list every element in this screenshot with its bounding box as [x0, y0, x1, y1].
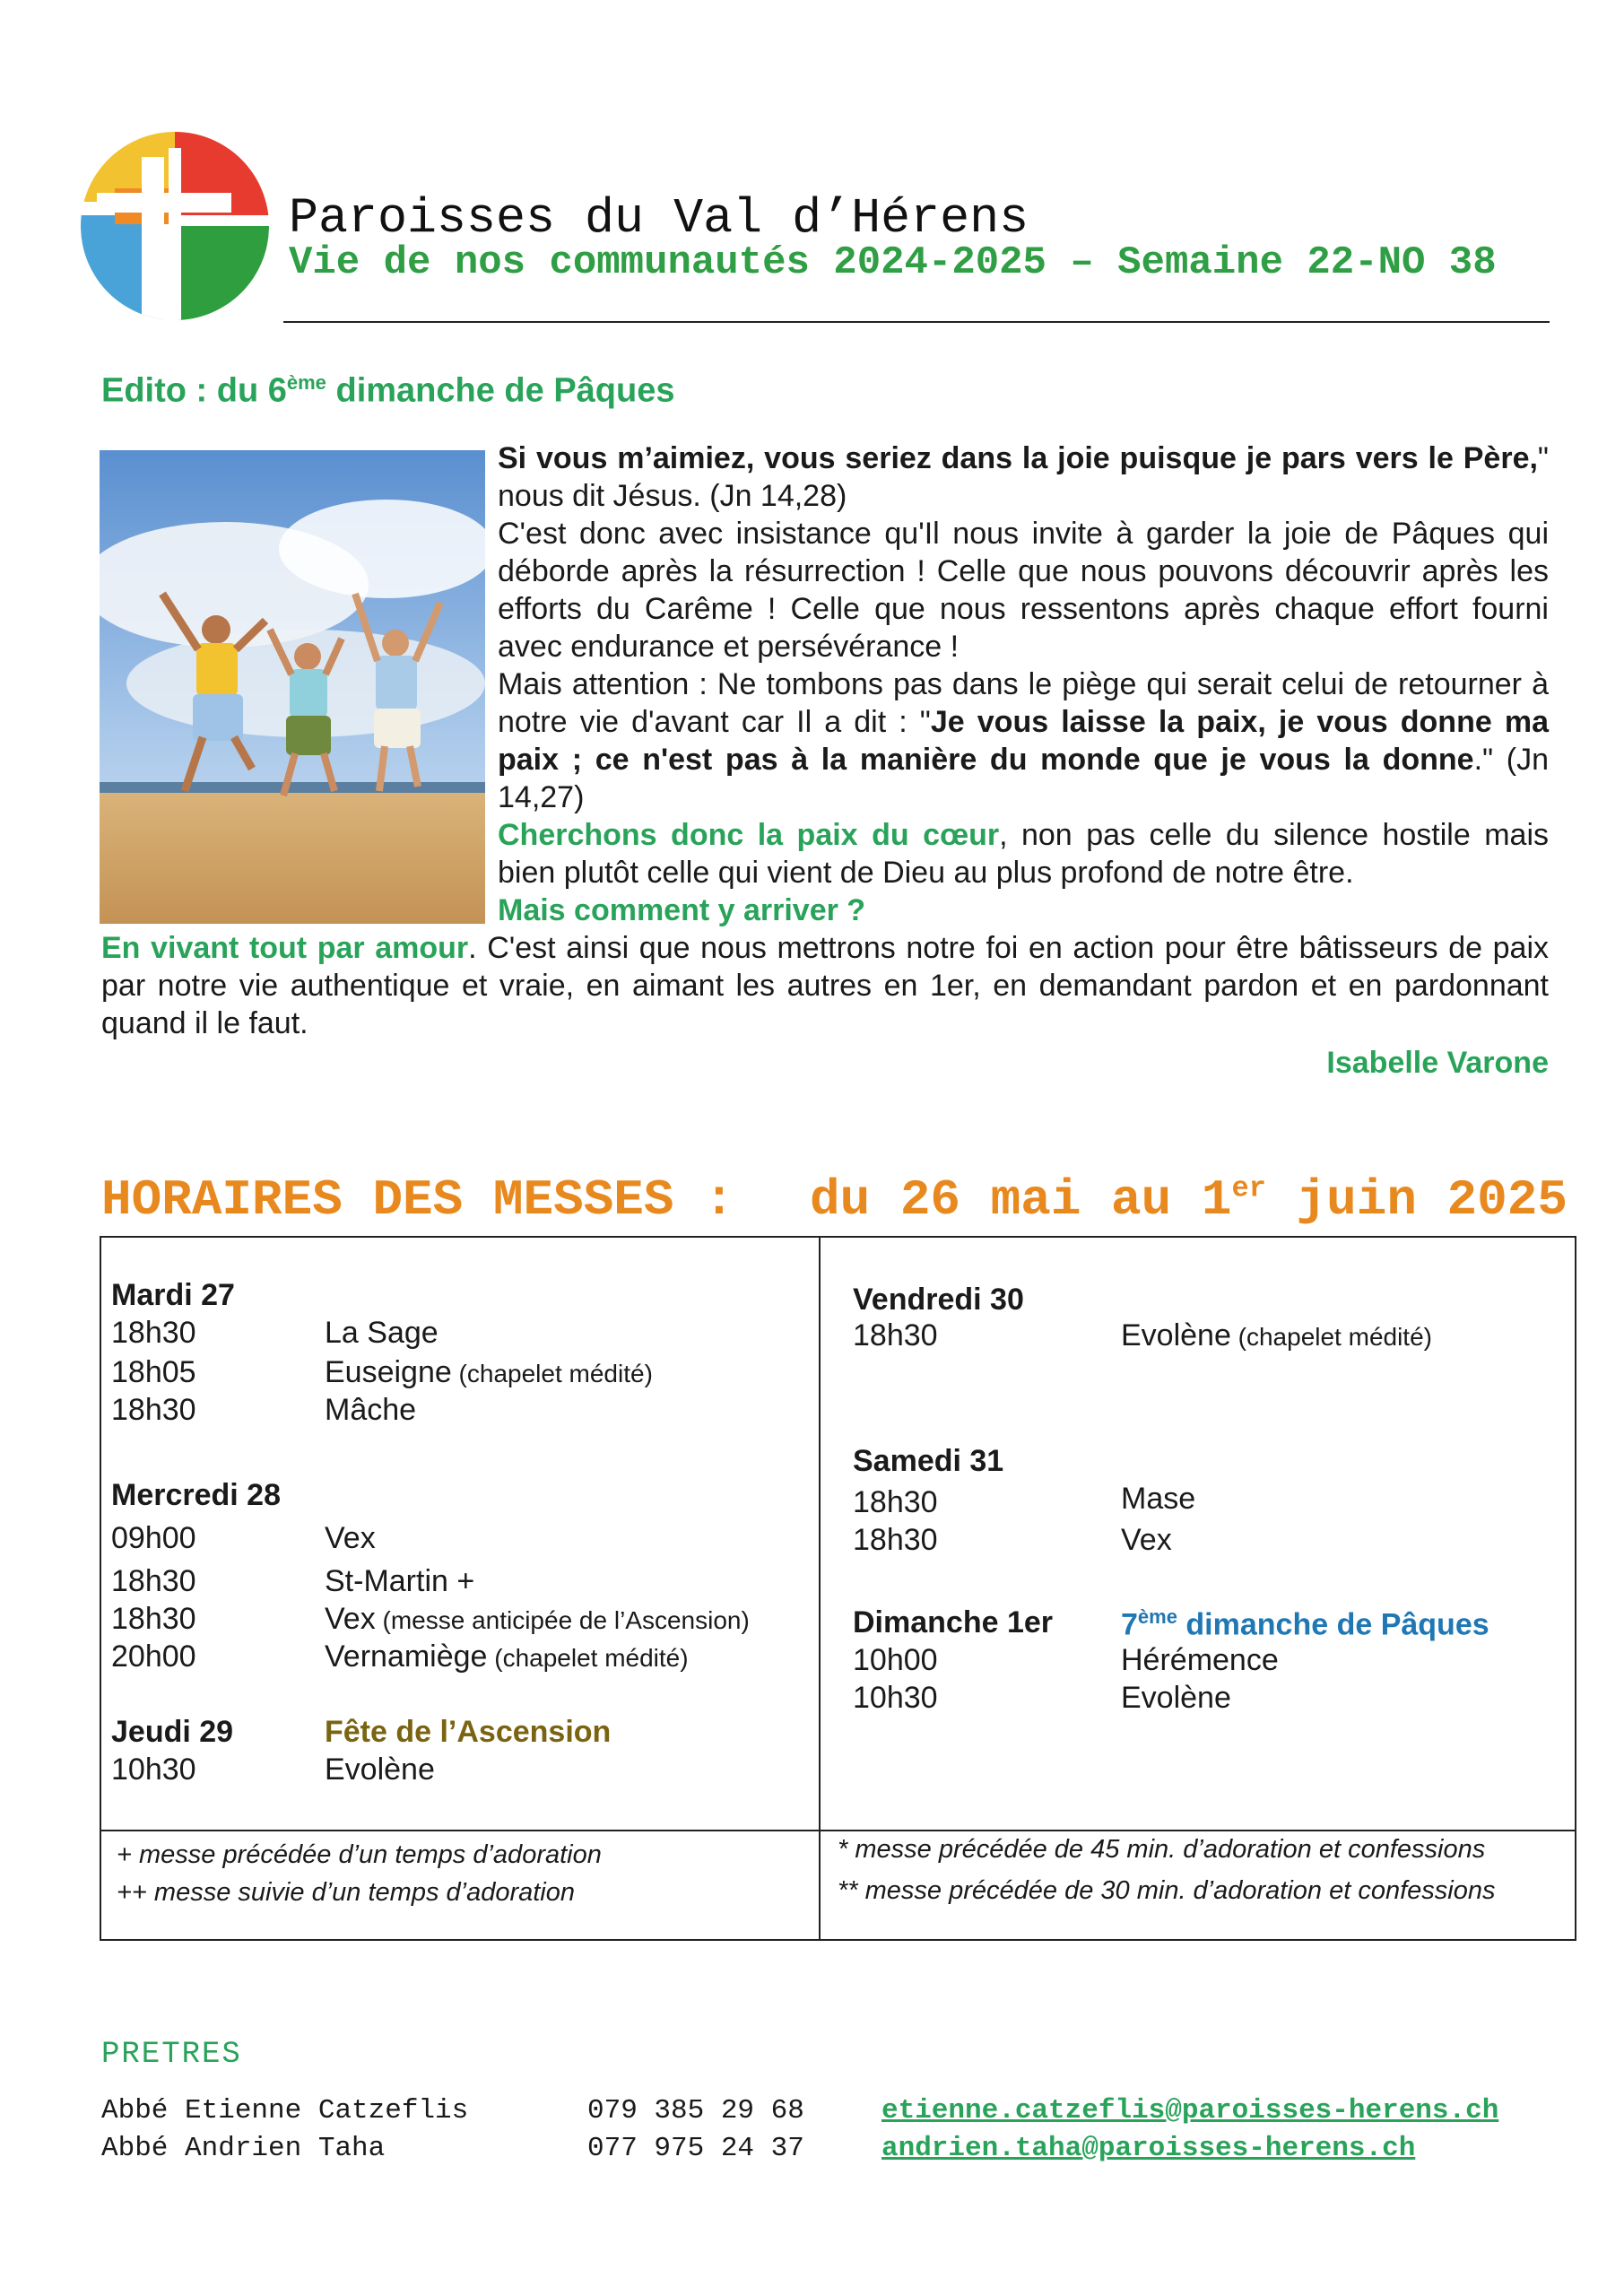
edito-text-right: Si vous m’aimiez, vous seriez dans la joie puisque je pars vers le Père," nous dit Jésus. (Jn 14,28) C'est donc avec insistance qu'Il nous invite à garder la joie de Pâques qui déborde après la résurrection ! Celle que nous pouvons découvrir après les efforts du Carême ! Celle que nous ressentons après chaque effort fourni avec endurance et persévérance ! Mais attention : Ne tombons pas dans le piège qui serait celui de retourner à notre vie d'avant car Il a dit : "Je vous laisse la paix, je vous donne ma paix ; ce n'est pas à la manière du monde que je vous la donne." (Jn 14,27) Cherchons donc la paix du cœur, non pas celle du silence hostile mais bien plutôt celle qui vient de Dieu au plus profond de notre être. Mais comment y arriver ? [498, 441, 1549, 927]
day-mardi: Mardi 27 [111, 1278, 235, 1312]
day-vendredi: Vendredi 30 [853, 1283, 1024, 1317]
mass-time: 20h00 [111, 1639, 196, 1674]
page-subtitle: Vie de nos communautés 2024-2025 – Semaine 22-NO 38 [289, 240, 1497, 285]
priests-heading: PRETRES [101, 2038, 242, 2072]
mass-place: Mâche [325, 1393, 417, 1427]
mass-place: Euseigne (chapelet médité) [325, 1355, 653, 1389]
day-dimanche: Dimanche 1er [853, 1605, 1053, 1639]
mass-time: 10h30 [111, 1752, 196, 1787]
feast-ascension: Fête de l’Ascension [325, 1715, 612, 1749]
table-divider-vertical [819, 1236, 821, 1941]
mass-time: 18h30 [853, 1318, 938, 1352]
people-jumping-on-beach-photo [100, 450, 485, 924]
priest-email-link[interactable]: etienne.catzeflis@paroisses-herens.ch [881, 2095, 1499, 2126]
day-jeudi: Jeudi 29 [111, 1715, 234, 1749]
mass-time: 18h30 [853, 1523, 938, 1557]
mass-place: Evolène [325, 1752, 435, 1787]
priest-phone: 079 385 29 68 [587, 2095, 804, 2126]
priest-phone: 077 975 24 37 [587, 2133, 804, 2164]
legend-note: * messe précédée de 45 min. d’adoration et confessions [838, 1835, 1486, 1864]
page-title: Paroisses du Val d’Hérens [289, 190, 1029, 247]
mass-place: Vernamiège (chapelet médité) [325, 1639, 689, 1674]
table-divider-horizontal [100, 1830, 1576, 1831]
day-mercredi: Mercredi 28 [111, 1478, 281, 1512]
priest-name: Abbé Andrien Taha [101, 2133, 386, 2164]
mass-place: La Sage [325, 1316, 439, 1350]
mass-time: 09h00 [111, 1521, 196, 1555]
mass-time: 18h30 [853, 1485, 938, 1519]
priest-email-link[interactable]: andrien.taha@paroisses-herens.ch [881, 2133, 1416, 2164]
mass-place: Vex [1121, 1523, 1172, 1557]
feast-septieme-dimanche: 7ème dimanche de Pâques [1121, 1605, 1489, 1642]
legend-note: + messe précédée d’un temps d’adoration [117, 1840, 602, 1869]
mass-place: St-Martin + [325, 1564, 475, 1598]
mass-place: Mase [1121, 1482, 1196, 1516]
day-samedi: Samedi 31 [853, 1444, 1004, 1478]
legend-note: ** messe précédée de 30 min. d’adoration et confessions [838, 1876, 1496, 1905]
mass-place: Hérémence [1121, 1643, 1279, 1677]
mass-time: 18h30 [111, 1316, 196, 1350]
edito-heading: Edito : du 6ème dimanche de Pâques [101, 371, 675, 410]
mass-time: 18h30 [111, 1393, 196, 1427]
edito-signature: Isabelle Varone [1326, 1046, 1549, 1080]
priest-name: Abbé Etienne Catzeflis [101, 2095, 469, 2126]
mass-time: 18h30 [111, 1602, 196, 1636]
mass-place: Evolène [1121, 1681, 1231, 1715]
mass-time: 10h30 [853, 1681, 938, 1715]
edito-text-bottom: En vivant tout par amour. C'est ainsi que nous mettrons notre foi en action pour être bâtisseurs de paix par notre vie authentique et vraie, en aimant les autres en 1er, en demandant pardon et en pardonnant quand il le faut. [101, 931, 1549, 1040]
mass-place: Vex [325, 1521, 376, 1555]
schedule-heading: HORAIRES DES MESSES : du 26 mai au 1er juin 2025 [101, 1171, 1568, 1229]
mass-time: 18h05 [111, 1355, 196, 1389]
mass-place: Evolène (chapelet médité) [1121, 1318, 1432, 1352]
mass-time: 18h30 [111, 1564, 196, 1598]
header-divider [283, 321, 1550, 323]
parish-cross-logo-icon [79, 130, 272, 323]
legend-note: ++ messe suivie d’un temps d’adoration [117, 1878, 576, 1907]
mass-place: Vex (messe anticipée de l’Ascension) [325, 1602, 750, 1636]
mass-time: 10h00 [853, 1643, 938, 1677]
